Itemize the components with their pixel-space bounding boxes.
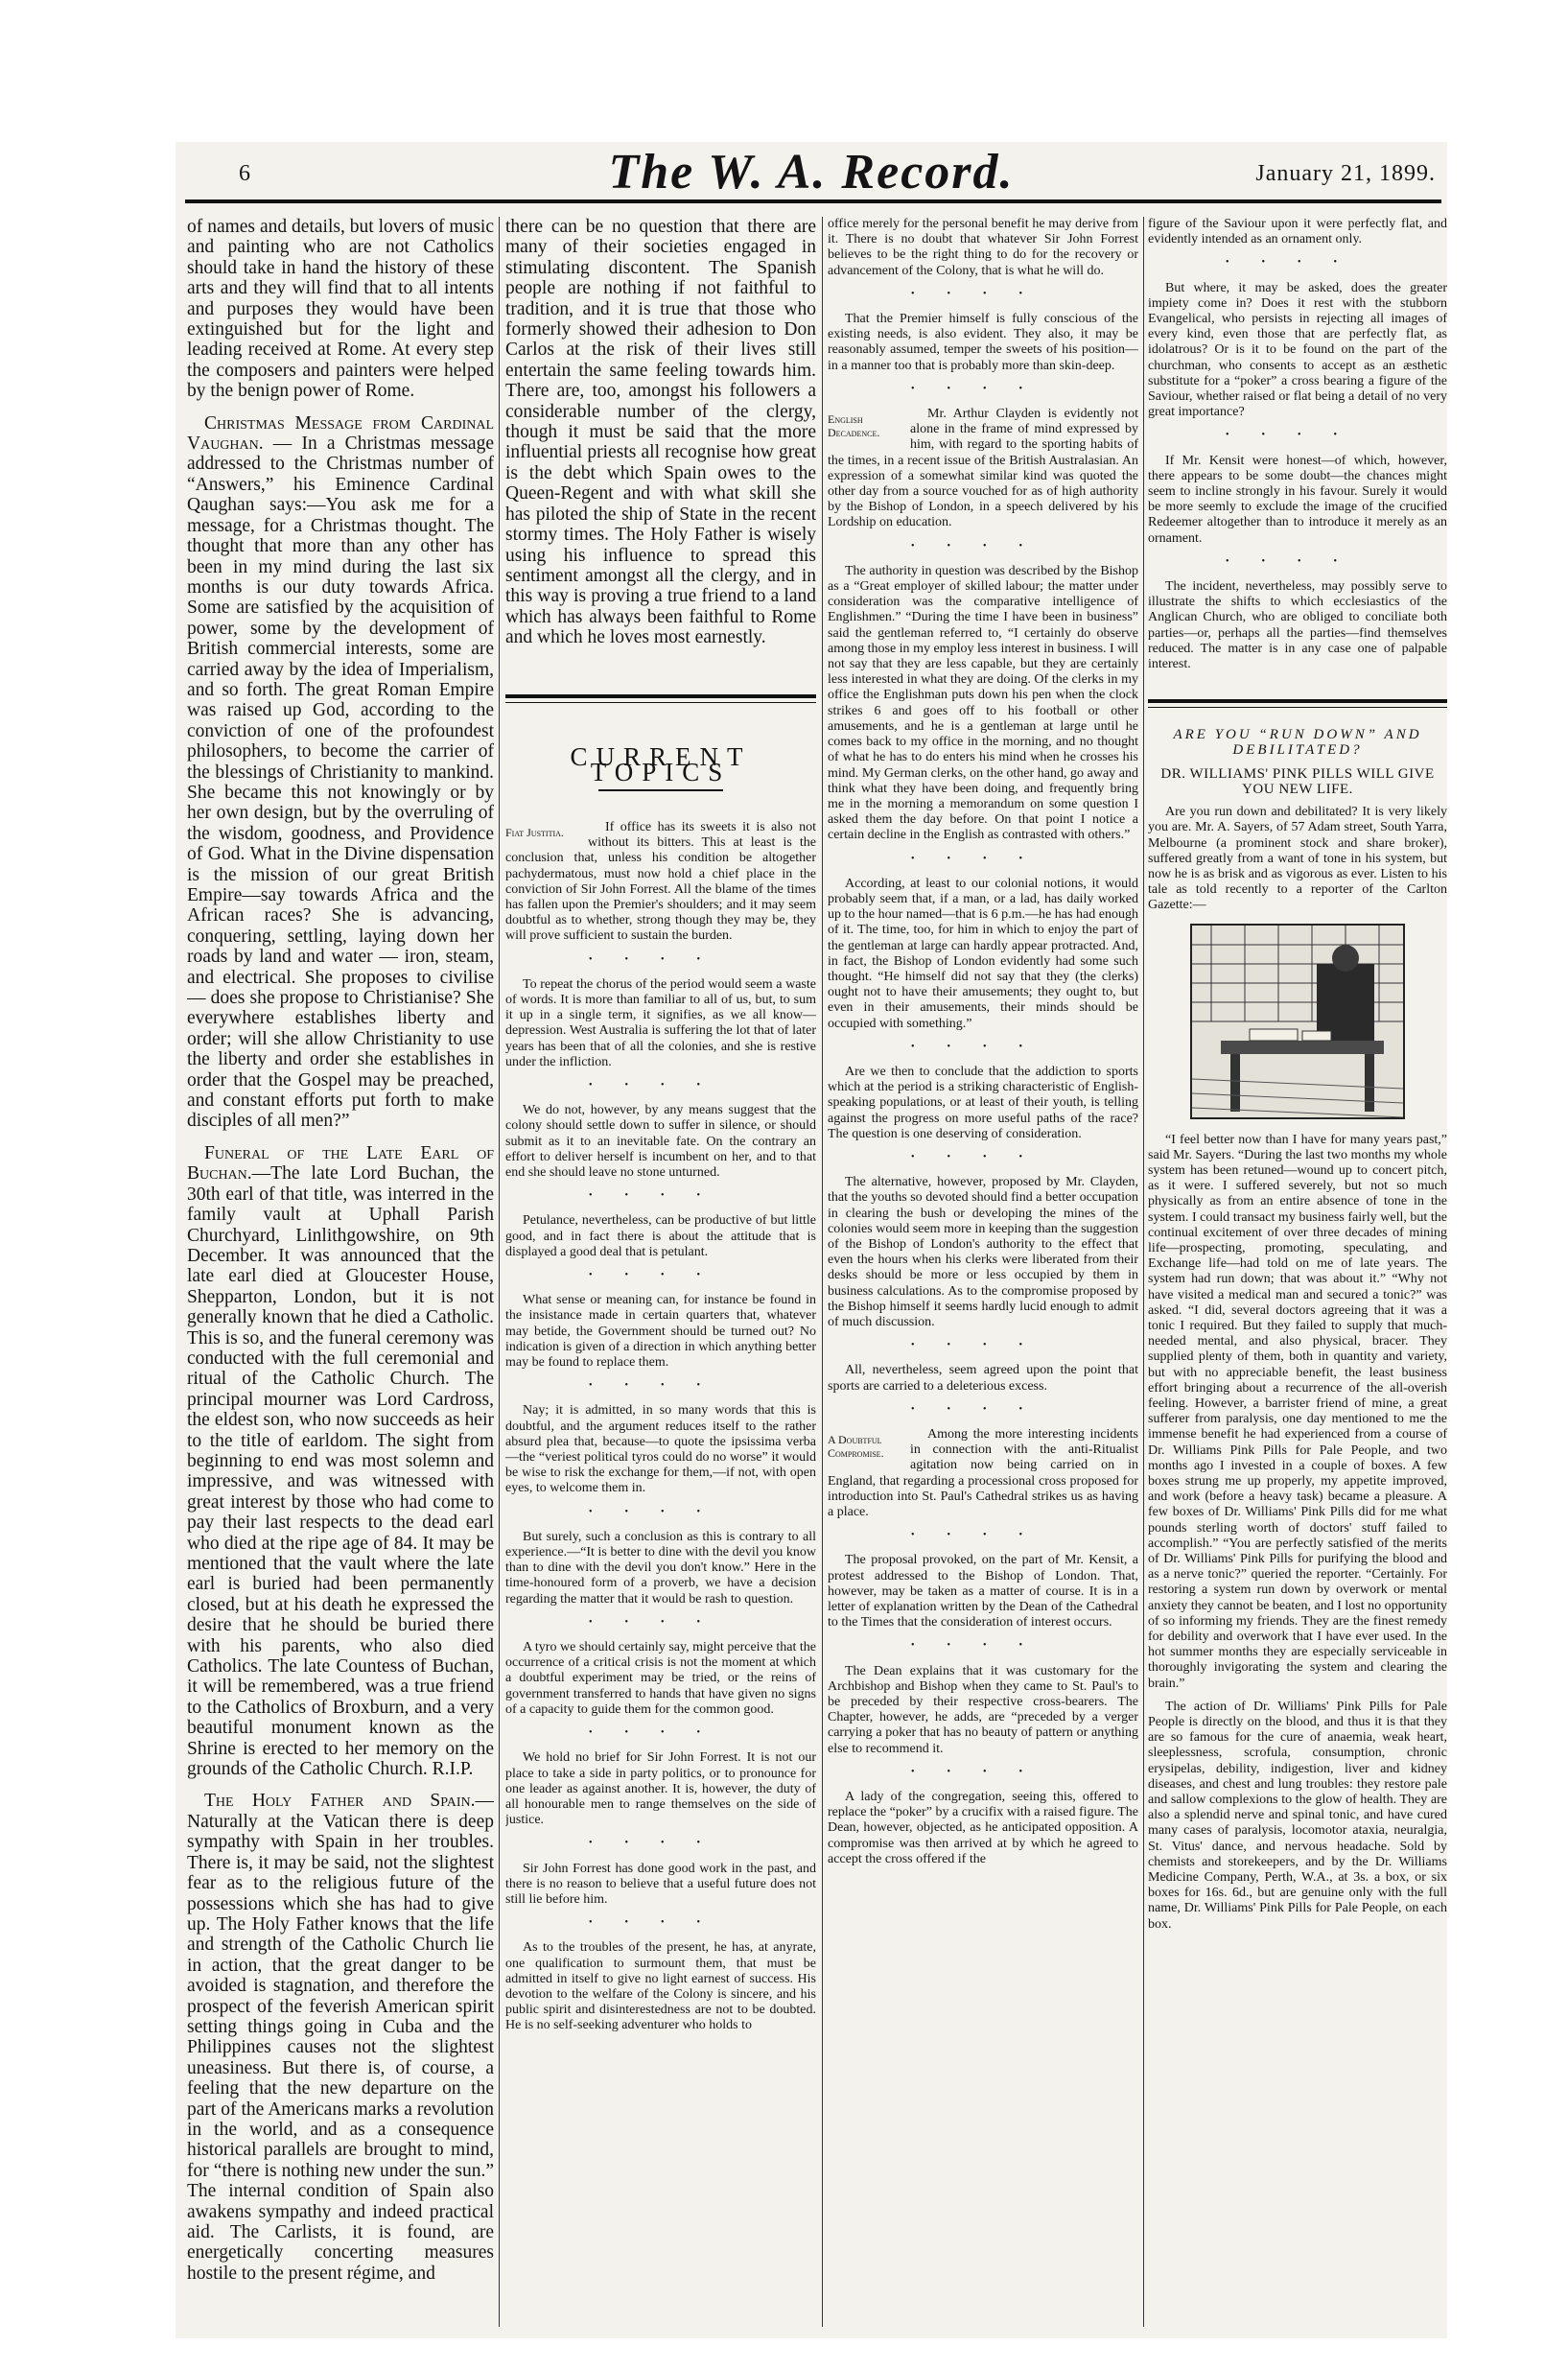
section-heading: Christmas Message from Cardinal Vaughan. <box>187 412 494 455</box>
article-text: If office has its sweets it is also not without its bitters. This at least is the conclusion that, unless his condition be altogether pachydermatous, must now hold a chief place in the conviction of Sir John Forrest. All the blame of the times has fallen upon the Premier's shoulders; and it may seem doubtful as to whether, strong though they may be, they will prove sufficient to sustain the burden. <box>505 819 816 944</box>
article-text: The proposal provoked, on the part of Mr. Kensit, a protest addressed to the Bishop of London. That, however, may be taken as a matter of course. It is in a letter of explanation written by the Dean of the Cathedral to the Times that the consideration of interest occurs. <box>828 1553 1138 1630</box>
dot-separator: •••• <box>910 288 1055 299</box>
page-header <box>176 142 1447 199</box>
section-rule <box>505 702 816 703</box>
dot-separator: •••• <box>910 853 1055 864</box>
dot-separator: •••• <box>910 1766 1055 1777</box>
dot-separator: •••• <box>588 1917 733 1929</box>
man-at-desk-illustration <box>1192 926 1403 1117</box>
dot-separator: •••• <box>1225 555 1369 567</box>
dot-separator: •••• <box>910 1640 1055 1652</box>
side-heading: English Decadence. <box>828 412 880 440</box>
newspaper-page <box>176 142 1447 2338</box>
section-rule <box>505 694 816 698</box>
article-text: The incident, nevertheless, may possibly serve to illustrate the shifts to which ecclesiastics of the Anglican Church, who are obliged to conciliate both parties—or, perhaps all the parties—find themselves reduced. The matter is in any case one of palpable interest. <box>1148 579 1447 672</box>
article-text: To repeat the chorus of the period would seem a waste of words. It is more than familiar to all of us, but, to sum it up in a single term, it signifies, as we all know—depression. West Australia is suffering the lot that of later years has been that of all the colonies, and she is restive under the infliction. <box>505 976 816 1069</box>
heading-underline <box>598 789 723 791</box>
advertisement-subheading: DR. WILLIAMS' PINK PILLS WILL GIVE YOU NEW LIFE. <box>1160 765 1435 797</box>
article-text: But surely, such a conclusion as this is contrary to all experience.—“It is better to dine with the devil you know than to dine with the devil you don't know.” Here in the time-honoured form of a proverb, we have a decision regarding the matter that it would be rash to question. <box>505 1529 816 1607</box>
article-continuation <box>505 217 816 648</box>
article-paragraph <box>828 1427 1138 1520</box>
section-heading: The Holy Father and Spain. <box>204 1791 476 1812</box>
dot-separator: •••• <box>910 383 1055 394</box>
current-topics-heading: CURRENT TOPICS <box>570 741 752 786</box>
article-text: of names and details, but lovers of music and painting who are not Catholics should take in hand the history of these arts and they will find that to all intents and purposes they would have been extinguished but for the light and leading received at Rome. At every step the composers and painters were helped by the benign power of Rome. <box>187 217 494 402</box>
column-divider <box>1143 217 1144 2327</box>
section-rule <box>1148 707 1447 708</box>
column-3 <box>828 217 1138 2327</box>
article-text: That the Premier himself is fully conscious of the existing needs, is also evident. They also, it may be reasonably assumed, temper the sweets of his position—in a manner too that is probably more than skin-deep. <box>828 312 1138 373</box>
masthead: The W. A. Record. <box>608 145 1015 199</box>
issue-date: January 21, 1899. <box>1255 161 1436 186</box>
article-text: What sense or meaning can, for instance be found in the insistance made in certain quarters that, whatever may betide, the Government should be turned out? No indication is given of a direction in which anything better may be found to replace them. <box>505 1293 816 1371</box>
dot-separator: •••• <box>588 1506 733 1517</box>
side-heading: A Doubtful Compromise. <box>828 1433 884 1461</box>
article-text: Nay; it is admitted, in so many words that this is doubtful, and the argument reduces itself to the rather absurd plea that, because—to quote the ipsissima verba—the “veriest political tyros could do no worse” it would be wise to risk the exchange for them,—if not, with open eyes, to welcome them in. <box>505 1403 816 1496</box>
header-rule <box>185 199 1441 203</box>
dot-separator: •••• <box>910 540 1055 551</box>
article-text: All, nevertheless, seem agreed upon the point that sports are carried to a deleterious excess. <box>828 1363 1138 1394</box>
page-number: 6 <box>239 161 250 186</box>
dot-separator: •••• <box>588 1616 733 1628</box>
dot-separator: •••• <box>588 1838 733 1849</box>
column-2 <box>505 217 816 2327</box>
article-text: According, at least to our colonial notions, it would probably seem that, if a man, or a lad, has daily worked up to the hour named—that is 6 p.m.—he has had enough of it. The time, too, for him in which to enjoy the part of the gentleman at large can hardly appear protracted. And, in fact, the Bishop of London evidently had some such thought. “He himself did not say that they (the clerks) ought not to have their amusements; they ought to, but even in their amusements, their minds should be occupied with something.” <box>828 876 1138 1031</box>
dot-separator: •••• <box>588 953 733 965</box>
article-text: If Mr. Kensit were honest—of which, however, there appears to be some doubt—the chances might seem to incline strongly in his favour. Surely it would be more seemly to exclude the image of the crucified Redeemer altogether than to introduce it merely as an ornament. <box>1148 453 1447 546</box>
dot-separator: •••• <box>588 1190 733 1202</box>
article-text: “I feel better now than I have for many years past,” said Mr. Sayers. “During the last two months my whole system has been retuned—wound up to concert pitch, as it were. I suffered severely, but not so much physically as from an entire absence of tone in the system. I could transact my business fairly well, but the continual excitement of over three decades of mining life—prospecting, promoting, speculating, and Exchange life—had told on me of late years. The system had run down; that was about it.” “Why not have visited a medical man and secured a tonic?” was asked. “I did, several doctors agreeing that it was a tonic I required. But they failed to supply that much-needed mental, and also physical, bracer. They supplied plenty of them, both in quantity and variety, but with no appreciable benefit, the least business effort bringing about a recurrence of the all-overish feeling. However, a barrister friend of mine, a great sufferer from paralysis, one day mentioned to me the immense benefit he had experienced from a course of Dr. Williams Pink Pills for Pale People, and two months ago I invested in a couple of boxes. A few boxes strung me up properly, my appetite improved, and work (before a heavy task) became a pleasure. A few boxes of Dr. Williams' Pink Pills did for me what pounds sterling worth of doctors' stuff failed to accomplish.” “You are perfectly satisfied of the merits of Dr. Williams' Pink Pills for purifying the blood and as a nerve tonic?” queried the reporter. “Certainly. For restoring a system run down by overwork or mental anxiety they cannot be beaten, and I lost no opportunity of so informing my friends. They are the finest remedy for debility and overwork that I have ever used. In the hot summer months they are especially serviceable in thoroughly invigorating the system and clearing the brain.” <box>1148 1132 1447 1691</box>
dot-separator: •••• <box>910 1403 1055 1415</box>
advertisement-illustration <box>1190 924 1405 1119</box>
dot-separator: •••• <box>910 1340 1055 1351</box>
article-text: The alternative, however, proposed by Mr. Clayden, that the youths so devoted should find a better occupation in clearing the bush or developing the mines of the colonies would seem more in keeping than the suggestion of the Bishop of London's authority to the effect that even the hours when his clerks were liberated from their desks should be more or less occupied by them in business calculations. As to the compromise proposed by the Bishop himself it seems hardly lucid enough to admit of much discussion. <box>828 1175 1138 1329</box>
article-text: Are you run down and debilitated? It is very likely you are. Mr. A. Sayers, of 57 Adam street, South Yarra, Melbourne (a prominent stock and share broker), suffered greatly from a want of tone in his system, but now he is as brisk and as vigorous as ever. Listen to his tale as told recently to a reporter of the Carlton Gazette:— <box>1148 805 1447 913</box>
article-text: As to the troubles of the present, he has, at anyrate, one qualification to surmount them, that must be admitted in itself to give no light earnest of success. His devotion to the welfare of the Colony is sincere, and his public spirit and disinterestedness are not to be doubted. He is no self-seeking adventurer who holds to <box>505 1940 816 2033</box>
article-text: The Dean explains that it was customary for the Archbishop and Bishop when they came to St. Paul's to be preceded by their respective cross-bearers. The Chapter, however, he adds, are “preceded by a verger carrying a poker that has no beauty of pattern or anything else to recommend it. <box>828 1663 1138 1756</box>
article-text: — In a Christmas message addressed to the Christmas number of “Answers,” his Eminence Cardinal Qaughan says:—You ask me for a message, for a Christmas thought. The thought that more than any other has been in my mind during the last six months is our duty towards Africa. Some are satisfied by the acquisition of power, some by the development of British commercial interests, some are carried away by the idea of Imperialism, and so forth. The great Roman Empire was raised up God, according to the conviction of one of the profoundest philosophers, to become the carrier of the blessings of Christianity to mankind. She became this not knowingly or by her own design, but by the overruling of the wisdom, goodness, and Providence of God. What in the Divine dispensation is the mission of our great British Empire—say towards Africa and the African races? She is advancing, conquering, settling, laying down her roads by land and water — iron, steam, and electrical. She proposes to civilise — does she propose to Christianise? She everywhere establishes liberty and order; will she allow Christianity to use the liberty and order she establishes in order that the Gospel may be preached, and constant efforts put forth to make disciples of all men?” <box>187 434 494 1132</box>
article-text: Petulance, nevertheless, can be productive of but little good, and in fact there is about the attitude that is displayed a good deal that is petulant. <box>505 1213 816 1259</box>
dot-separator: •••• <box>910 1041 1055 1052</box>
article-text: The action of Dr. Williams' Pink Pills for Pale People is directly on the blood, and thus it is that they are so famous for the cure of anaemia, weak heart, sleeplessness, scrofula, consumption, chronic erysipelas, debility, indigestion, liver and kidney diseases, and chest and lung troubles: they restore pale and sallow complexions to the glow of health. They are also a splendid nerve and spinal tonic, and have cured many cases of paralysis, locomotor ataxia, neuralgia, St. Vitus' dance, and nervous headache. Sold by chemists and storekeepers, and by the Dr. Williams Medicine Company, Perth, W.A., at 3s. a box, or six boxes for 16s. 6d., but are genuine only with the full name, Dr. Williams' Pink Pills for Pale People, on each box. <box>1148 1699 1447 1932</box>
advertisement-heading: ARE YOU “RUN DOWN” AND DEBILITATED? <box>1173 727 1422 759</box>
dot-separator: •••• <box>910 1530 1055 1541</box>
article-paragraph <box>187 1791 494 2284</box>
article-text: Mr. Arthur Clayden is evidently not alone in the frame of mind expressed by him, with regard to the sporting habits of the times, in a recent issue of the British Australasian. An expression of a somewhat similar kind was quoted the other day from a source vouched for as of high authority by the Bishop of London, in a speech delivered by his Lordship on education. <box>828 407 1138 530</box>
article-text: We hold no brief for Sir John Forrest. It is not our place to take a side in party politics, or to pronounce for one leader as against another. It is, however, the duty of all honourable men to range themselves on the side of justice. <box>505 1750 816 1828</box>
dot-separator: •••• <box>588 1380 733 1392</box>
column-divider <box>499 217 500 2327</box>
article-text: Among the more interesting incidents in connection with the anti-Ritualist agitation now being carried on in England, that regarding a processional cross proposed for introduction into St. Paul's Cathedral strikes us as having a place. <box>828 1427 1138 1520</box>
article-text: there can be no question that there are many of their societies engaged in stimulating discontent. The Spanish people are nothing if not faithful to tradition, and it is true that those who formerly showed their adhesion to Don Carlos at the risk of their lives still entertain the same feeling towards him. There are, too, amongst his followers a considerable number of the clergy, though it must be said that the more influential priests all recognise how great is the debt which Spain owes to the Queen-Regent and with what skill she has piloted the ship of State in the recent stormy times. The Holy Father is wisely using his influence to spread this sentiment amongst all the clergy, and in this way is proving a true friend to a land which has always been faithful to Rome and which he loves most earnestly. <box>505 217 816 648</box>
dot-separator: •••• <box>588 1270 733 1281</box>
article-text: —Naturally at the Vatican there is deep sympathy with Spain in her troubles. There is, it may be said, not the slightest fear as to the religious future of the possessions which she has had to give up. The Holy Father knows that the life and strength of the Catholic Church lie in action, that the great danger to be avoided is stagnation, and therefore the prospect of the feverish American spirit setting things going in Cuba and the Philippines causes not the slightest uneasiness. But there is, of course, a feeling that the new departure on the part of the Americans marks a revolution in the world, and as a consequence historical parallels are brought to mind, for “there is nothing new under the sun.” The internal condition of Spain also awakens sympathy and indeed practical aid. The Carlists, it is found, are energetically concerting measures hostile to the present régime, and <box>187 1791 494 2284</box>
article-text: The authority in question was described by the Bishop as a “Great employer of skilled labour; the matter under consideration was the comparative intelligence of Englishmen.” “During the time I have been in business” said the gentleman referred to, “I certainly do observe among those in my employ less interest in business. I will not say that they are less capable, but they are certainly less interested in what they are doing. Of the clerks in my office the Englishman puts down his pen when the clock strikes 6 and goes off to his football or other amusements, and he is a gentleman at large until he comes back to my office in the morning, and no thought of what he has to do enters his mind when he crosses his mind. My German clerks, on the other hand, go away and think what they have been doing, and frequently bring me in the morning a memorandum on some question I asked them the day before. On that point I notice a certain decline in the English as contrasted with others.” <box>828 563 1138 843</box>
section-heading: Funeral of the Late Earl of Buchan. <box>187 1142 494 1184</box>
article-text: A lady of the congregation, seeing this, offered to replace the “poker” by a crucifix with a raised figure. The Dean, however, objected, as he anticipated opposition. A compromise was then arrived at by which he agreed to accept the cross offered if the <box>828 1790 1138 1866</box>
side-heading: Fiat Justitia. <box>505 825 564 839</box>
article-paragraph <box>187 1143 494 1780</box>
article-text: office merely for the personal benefit he may derive from it. There is no doubt that whatever Sir John Forrest believes to be the right thing to do for the recovery or advancement of the Colony, that is what he will do. <box>828 217 1138 278</box>
article-paragraph <box>187 413 494 1132</box>
article-text: A tyro we should certainly say, might perceive that the occurrence of a critical crisis is not the moment at which a doubtful experiment may be tried, or the reins of government transferred to hands that have given no signs of a capacity to guide them for the common good. <box>505 1640 816 1717</box>
article-text: figure of the Saviour upon it were perfectly flat, and evidently intended as an ornament only. <box>1148 217 1447 247</box>
section-rule <box>1148 699 1447 703</box>
article-text: Sir John Forrest has done good work in the past, and there is no reason to believe that a useful future does not still lie before him. <box>505 1861 816 1907</box>
article-text: We do not, however, by any means suggest that the colony should settle down to suffer in silence, or should submit as it to an inevitable fate. On the contrary an effort to deliver herself is incumbent on her, and to that end she should leave no stone unturned. <box>505 1103 816 1180</box>
dot-separator: •••• <box>1225 257 1369 269</box>
column-4 <box>1148 217 1447 2327</box>
dot-separator: •••• <box>910 1151 1055 1162</box>
article-paragraph <box>505 820 816 945</box>
article-text: Are we then to conclude that the addiction to sports which at the period is a striking characteristic of English-speaking populations, or at least of their youth, is telling against the progress on more useful paths of the race? The question is one deserving of consideration. <box>828 1064 1138 1141</box>
column-1 <box>187 217 494 2327</box>
article-text: —The late Lord Buchan, the 30th earl of that title, was interred in the family vault at Uphall Parish Churchyard, Linlithgowshire, on 9th December. It was announced that the late earl died at Gloucester House, Shepparton, London, but it is not generally known that he died a Catholic. This is so, and the funeral ceremony was conducted with the full ceremonial and ritual of the Catholic Church. The principal mourner was Lord Cardross, the eldest son, who now succeeds as heir to the title of earldom. The sight from beginning to end was most solemn and impressive, and was witnessed with great interest by those who had come to pay their last respects to the dead earl who died at the ripe age of 84. It may be mentioned that the vault where the late earl is buried had been permanently closed, but at his death he expressed the desire that he should be buried there with his parents, who also died Catholics. The late Countess of Buchan, it will be remembered, was a true friend to the Catholics of Broxburn, and a very beautiful monument known as the Shrine is erected to her memory on the grounds of the Catholic Church. R.I.P. <box>187 1163 494 1780</box>
article-text: But where, it may be asked, does the greater impiety come in? Does it rest with the stubborn Evangelical, who persists in rejecting all images of every kind, even those that are perfectly flat, as idolatrous? Or is it to be found on the part of the churchman, who consents to accept as an æsthetic substitute for a “poker” a cross bearing a figure of the Saviour, whether raised or flat being a detail of no very great importance? <box>1148 280 1447 420</box>
dot-separator: •••• <box>1225 430 1369 441</box>
article-paragraph <box>828 407 1138 531</box>
dot-separator: •••• <box>588 1079 733 1091</box>
dot-separator: •••• <box>588 1727 733 1739</box>
column-divider <box>822 217 823 2327</box>
